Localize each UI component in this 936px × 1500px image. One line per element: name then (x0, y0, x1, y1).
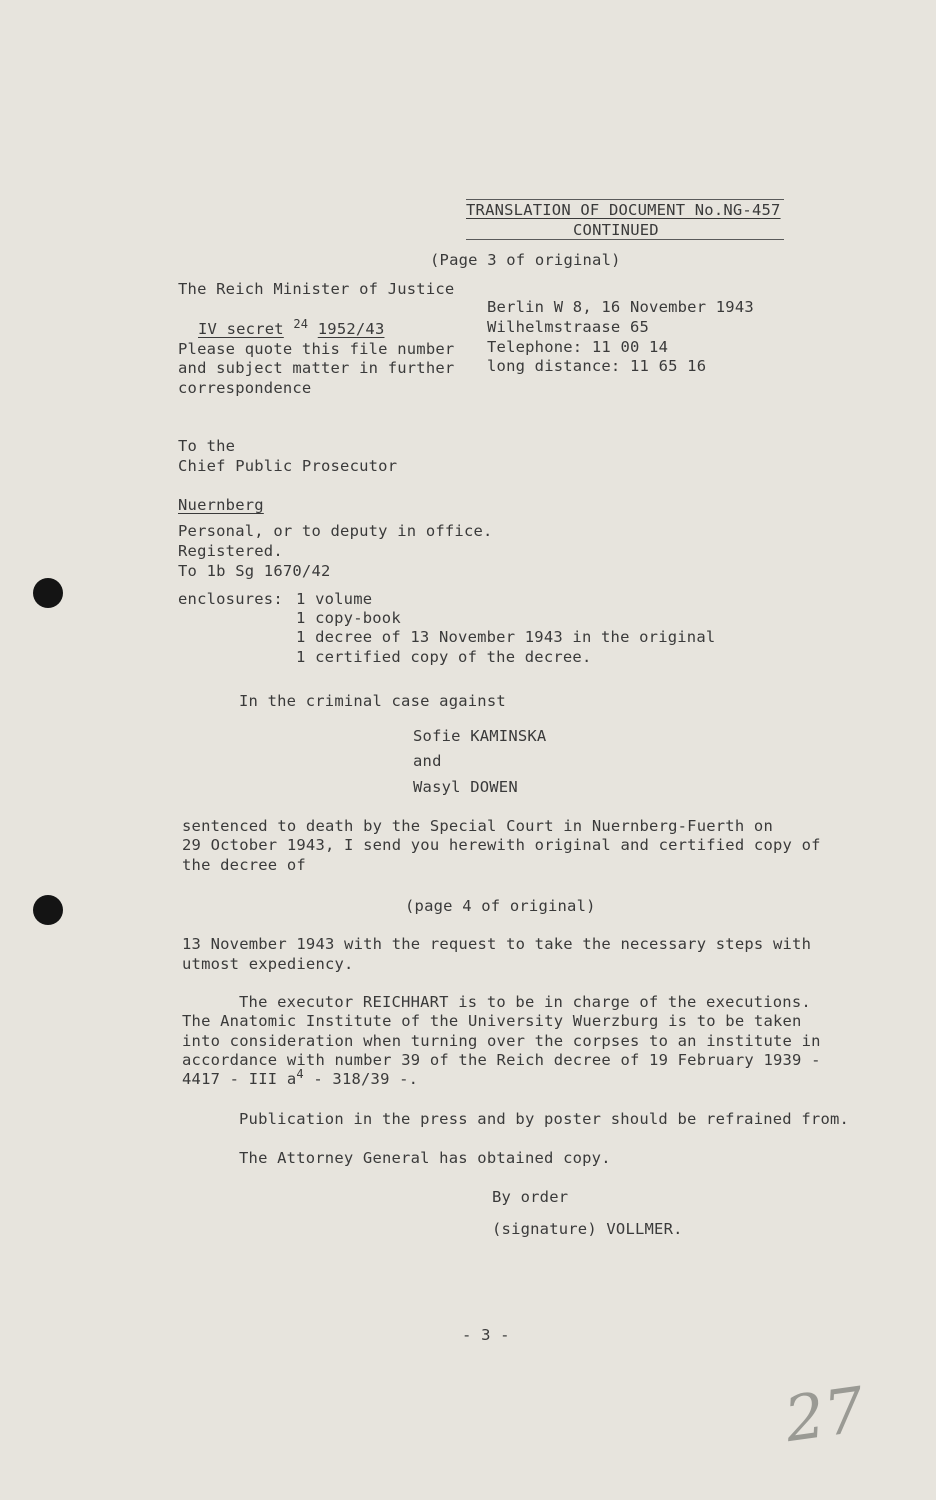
recipient-to: To the (178, 437, 236, 455)
page-number: - 3 - (462, 1326, 510, 1344)
para3-line-5 (182, 1066, 419, 1090)
header-rule-bottom (466, 239, 784, 240)
para1-line-3: the decree of (182, 856, 306, 874)
para3-line-2: The Anatomic Institute of the University Wuerzburg is to be taken (182, 1012, 802, 1030)
continued-label: CONTINUED (573, 221, 659, 239)
para1-line-1: sentenced to death by the Special Court in Nuernberg-Fuerth on (182, 817, 773, 835)
signature: (signature) VOLLMER. (492, 1220, 683, 1238)
page-ref-mid: (page 4 of original) (405, 897, 596, 915)
page-ref-top: (Page 3 of original) (430, 251, 621, 269)
enclosure-item: 1 certified copy of the decree. (296, 648, 592, 666)
para1-line-2: 29 October 1943, I send you herewith original and certified copy of (182, 836, 821, 854)
case-intro: In the criminal case against (239, 692, 506, 710)
decree-ref-sup: 4 (296, 1066, 304, 1081)
file-superscript: 24 (293, 316, 309, 331)
header-rule-top (466, 199, 784, 200)
defendant-2: Wasyl DOWEN (413, 778, 518, 796)
para5: The Attorney General has obtained copy. (239, 1149, 611, 1167)
recipient-title: Chief Public Prosecutor (178, 457, 398, 475)
telephone: Telephone: 11 00 14 (487, 338, 669, 356)
city-date: Berlin W 8, 16 November 1943 (487, 298, 754, 316)
delivery-line-3: To 1b Sg 1670/42 (178, 562, 331, 580)
defendant-1: Sofie KAMINSKA (413, 727, 547, 745)
enclosure-item: 1 copy-book (296, 609, 401, 627)
punch-hole-bottom (33, 895, 63, 925)
para3-line-3: into consideration when turning over the corpses to an institute in (182, 1032, 821, 1050)
para2-line-1: 13 November 1943 with the request to take the necessary steps with (182, 935, 812, 953)
handwritten-page-number: 27 (780, 1372, 869, 1457)
quote-note-line-3: correspondence (178, 379, 312, 397)
ministry-name: The Reich Minister of Justice (178, 280, 455, 298)
street: Wilhelmstraase 65 (487, 318, 650, 336)
decree-ref-prefix: 4417 - III a (182, 1070, 297, 1088)
file-prefix: IV secret (198, 320, 284, 338)
by-order: By order (492, 1188, 569, 1206)
para4: Publication in the press and by poster should be refrained from. (239, 1110, 850, 1128)
quote-note-line-1: Please quote this file number (178, 340, 455, 358)
enclosure-item: 1 volume (296, 590, 373, 608)
file-reference (198, 316, 385, 340)
decree-ref-suffix: - 318/39 -. (303, 1070, 419, 1088)
para2-line-2: utmost expediency. (182, 955, 354, 973)
long-distance: long distance: 11 65 16 (487, 357, 707, 375)
file-number: 1952/43 (317, 320, 385, 338)
delivery-line-2: Registered. (178, 542, 283, 560)
para3-line-1: The executor REICHHART is to be in charge of the executions. (239, 993, 811, 1011)
quote-note-line-2: and subject matter in further (178, 359, 455, 377)
translation-title: TRANSLATION OF DOCUMENT No.NG-457 (466, 201, 781, 219)
para3-line-4: accordance with number 39 of the Reich decree of 19 February 1939 - (182, 1051, 821, 1069)
case-and: and (413, 752, 442, 770)
enclosures-label: enclosures: (178, 590, 283, 608)
punch-hole-top (33, 578, 63, 608)
recipient-city: Nuernberg (178, 496, 264, 514)
enclosure-item: 1 decree of 13 November 1943 in the original (296, 628, 716, 646)
delivery-line-1: Personal, or to deputy in office. (178, 522, 493, 540)
